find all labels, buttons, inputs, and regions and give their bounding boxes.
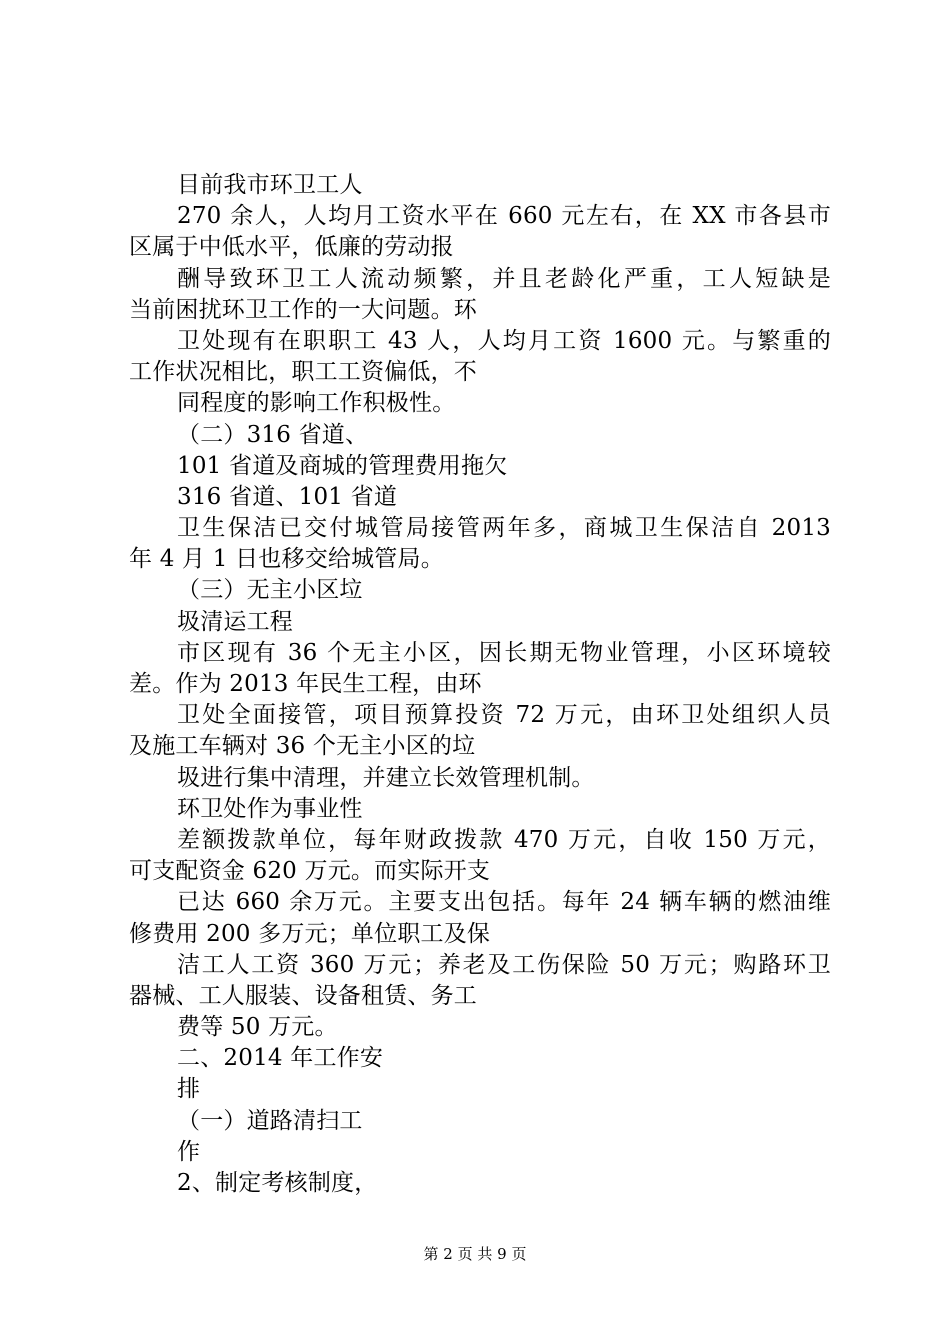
text-line: 差。作为 2013 年民生工程，由环 bbox=[129, 671, 482, 697]
text-line: 费等 50 万元。 bbox=[177, 1014, 338, 1041]
text-line: 圾进行集中清理，并建立长效管理机制。 bbox=[177, 764, 595, 791]
text-line: （二）316 省道、 bbox=[177, 421, 369, 448]
text-line: 圾清运工程 bbox=[177, 608, 293, 635]
text-line: 修费用 200 多万元；单位职工及保 bbox=[129, 920, 491, 947]
text-line: 二、2014 年工作安 bbox=[177, 1045, 384, 1072]
document-body bbox=[129, 170, 831, 1199]
text-line: 316 省道、101 省道 bbox=[177, 483, 398, 510]
text-line: 作 bbox=[177, 1138, 201, 1165]
text-line: 区属于中低水平，低廉的劳动报 bbox=[129, 234, 454, 261]
text-line: 排 bbox=[177, 1076, 201, 1103]
text-line: 卫处现有在职职工 43 人，人均月工资 1600 元。与繁重的 bbox=[177, 327, 831, 354]
text-line: 器械、工人服装、设备租赁、务工 bbox=[129, 982, 477, 1009]
text-line: 卫生保洁已交付城管局接管两年多，商城卫生保洁自 2013 bbox=[177, 515, 831, 542]
text-line: 2、制定考核制度， bbox=[177, 1170, 378, 1196]
text-line: 目前我市环卫工人 bbox=[177, 172, 363, 198]
text-line: 同程度的影响工作积极性。 bbox=[177, 390, 456, 417]
text-line: 工作状况相比，职工工资偏低，不 bbox=[129, 359, 477, 386]
text-line: 101 省道及商城的管理费用拖欠 bbox=[177, 452, 508, 479]
text-line: 环卫处作为事业性 bbox=[177, 795, 363, 822]
page-footer bbox=[0, 1244, 950, 1264]
text-line: （三）无主小区垃 bbox=[177, 577, 363, 604]
text-line: 洁工人工资 360 万元；养老及工伤保险 50 万元；购路环卫 bbox=[177, 951, 831, 978]
page-number: 第 2 页 共 9 页 bbox=[423, 1245, 527, 1263]
text-line: 差额拨款单位，每年财政拨款 470 万元，自收 150 万元， bbox=[177, 826, 831, 853]
text-line: （一）道路清扫工 bbox=[177, 1107, 363, 1134]
text-line: 卫处全面接管，项目预算投资 72 万元，由环卫处组织人员 bbox=[177, 702, 831, 729]
text-line: 酬导致环卫工人流动频繁，并且老龄化严重，工人短缺是 bbox=[177, 265, 831, 292]
text-line: 市区现有 36 个无主小区，因长期无物业管理，小区环境较 bbox=[177, 639, 831, 666]
text-line: 270 余人，人均月工资水平在 660 元左右，在 XX 市各县市 bbox=[177, 203, 831, 230]
text-line: 当前困扰环卫工作的一大问题。环 bbox=[129, 296, 477, 323]
text-line: 及施工车辆对 36 个无主小区的垃 bbox=[129, 733, 476, 760]
text-line: 已达 660 余万元。主要支出包括。每年 24 辆车辆的燃油维 bbox=[177, 889, 831, 916]
text-line: 年 4 月 1 日也移交给城管局。 bbox=[129, 546, 444, 573]
text-line: 可支配资金 620 万元。而实际开支 bbox=[129, 858, 491, 885]
